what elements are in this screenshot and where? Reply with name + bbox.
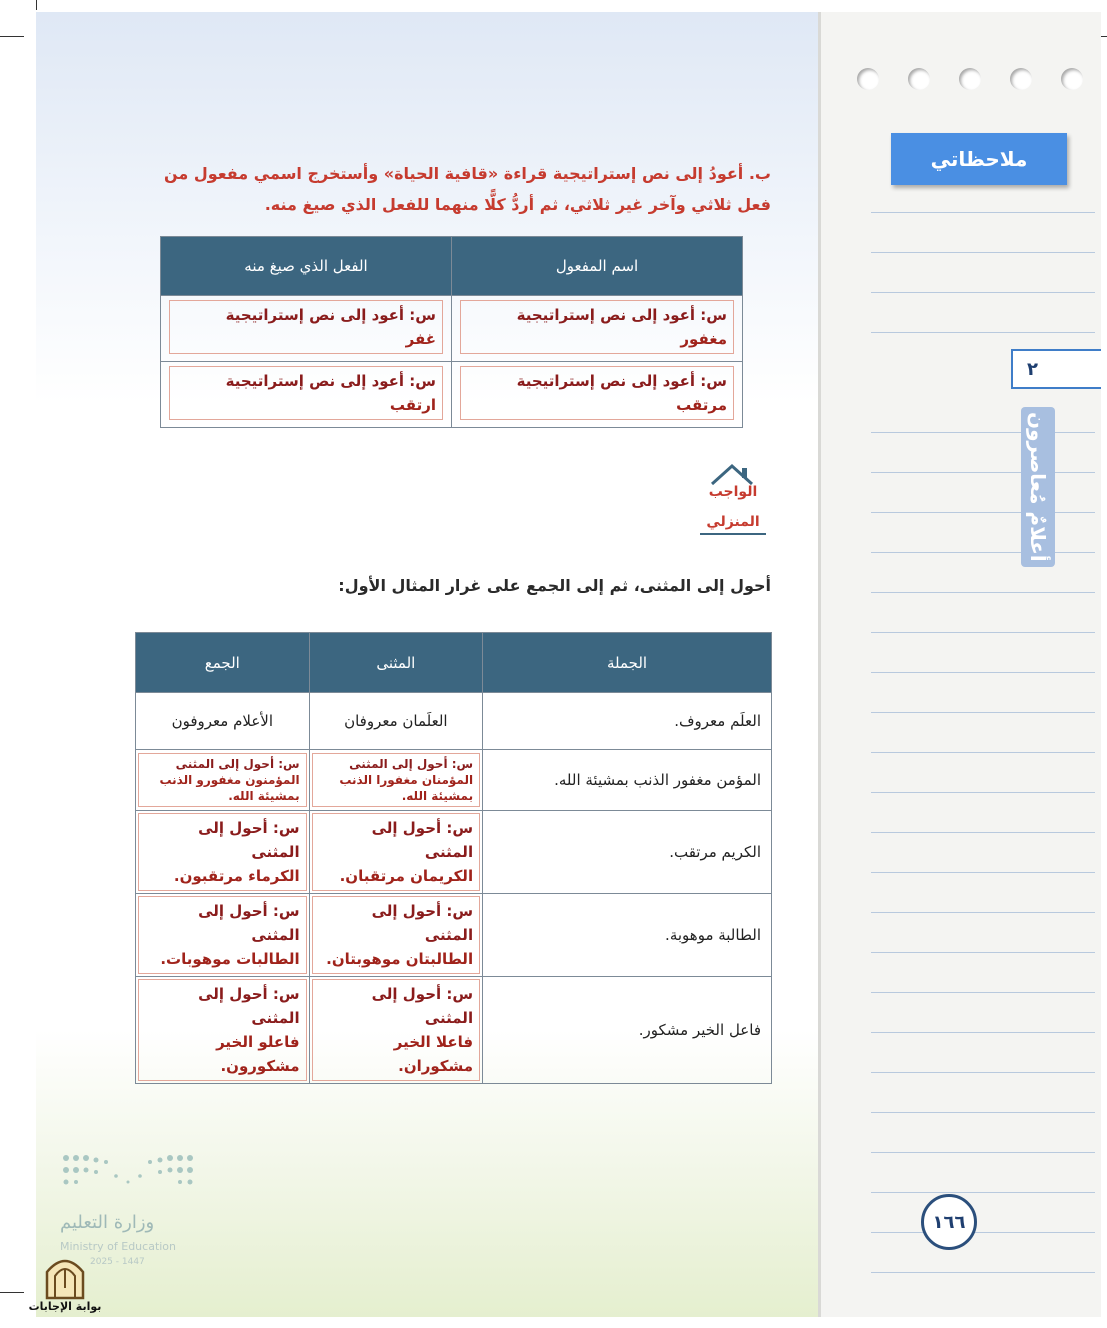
- house-icon: [710, 462, 754, 486]
- ruled-line: [871, 952, 1095, 953]
- answer-text: الطالبتان موهوبتان.: [326, 950, 474, 968]
- notes-sidebar: [818, 12, 1101, 1317]
- binder-hole: [1010, 68, 1032, 90]
- ruled-line: [871, 1192, 1095, 1193]
- table-row: [136, 693, 772, 750]
- table-header: الجملة: [483, 633, 772, 693]
- notes-label: ملاحظاتي: [891, 133, 1067, 185]
- unit-number-tab: ٢: [1011, 349, 1101, 389]
- ministry-name-en: Ministry of Education: [60, 1240, 177, 1253]
- answer-text: المؤمنان مغفورا الذنب بمشيئة الله.: [339, 773, 474, 803]
- homework-label: الواجب: [708, 484, 758, 500]
- answer-question: س: أحول إلى المثنى: [198, 819, 300, 861]
- answer-question: س: أحول إلى المثنى: [349, 757, 474, 771]
- binder-hole: [959, 68, 981, 90]
- table-row: [136, 811, 772, 894]
- ruled-line: [871, 332, 1095, 333]
- exercise-c-instruction: أحول إلى المثنى، ثم إلى الجمع على غرار المثال الأول:: [338, 576, 771, 595]
- ruled-line: [871, 472, 1095, 473]
- homework-badge: [700, 462, 766, 542]
- table-cell: [161, 362, 452, 428]
- edition-year: 2025 - 1447: [90, 1257, 145, 1267]
- table-header: اسم المفعول: [452, 237, 743, 296]
- exercise-b-table: [160, 236, 743, 428]
- table-cell: الطالبة موهوبة.: [483, 894, 772, 977]
- exercise-c-table: [135, 632, 772, 1084]
- table-cell: [309, 977, 483, 1084]
- table-header: الفعل الذي صيغ منه: [161, 237, 452, 296]
- exercise-b-instruction: ب. أعودُ إلى نص إستراتيجية قراءة «قافية الحياة» وأستخرج اسمي مفعول من فعل ثلاثي وآخر غير ثلاثي، ثم أردُّ كلًّا منهما للفعل الذي صيغ منه.: [163, 164, 771, 214]
- ruled-line: [871, 1032, 1095, 1033]
- answer-box[interactable]: [138, 753, 307, 807]
- ministry-dots-icon: [60, 1150, 196, 1194]
- ruled-line: [871, 1232, 1095, 1233]
- answer-text: الطالبات موهوبات.: [160, 950, 300, 968]
- ruled-line: [871, 712, 1095, 713]
- table-row: [136, 894, 772, 977]
- table-header: المثنى: [309, 633, 483, 693]
- answer-box[interactable]: [460, 300, 734, 354]
- ruled-line: [871, 832, 1095, 833]
- table-cell: فاعل الخير مشكور.: [483, 977, 772, 1084]
- answer-question: س: أحول إلى المثنى: [198, 985, 300, 1027]
- answer-box[interactable]: [312, 753, 481, 807]
- table-header: الجمع: [136, 633, 310, 693]
- ruled-line: [871, 672, 1095, 673]
- ruled-line: [871, 992, 1095, 993]
- answer-text: ارتقب: [389, 396, 436, 414]
- table-cell: [161, 296, 452, 362]
- ruled-line: [871, 1112, 1095, 1113]
- answer-box[interactable]: [312, 896, 481, 974]
- answer-question: س: أعود إلى نص إستراتيجية: [225, 306, 436, 324]
- answer-box[interactable]: [312, 979, 481, 1081]
- answer-text: فاعلو الخير مشكورون.: [216, 1033, 300, 1075]
- answer-box[interactable]: [138, 979, 307, 1081]
- answer-text: غفر: [405, 330, 436, 348]
- answer-text: فاعلا الخير مشكوران.: [393, 1033, 474, 1075]
- answer-question: س: أحول إلى المثنى: [371, 819, 474, 861]
- answer-question: س: أعود إلى نص إستراتيجية: [516, 372, 727, 390]
- portal-gate-icon: [43, 1254, 87, 1300]
- answer-question: س: أعود إلى نص إستراتيجية: [516, 306, 727, 324]
- ministry-logo: [60, 1150, 210, 1267]
- table-cell: الكريم مرتقب.: [483, 811, 772, 894]
- table-row: [161, 362, 743, 428]
- unit-title: أعلامٌ مُعاصرون: [1021, 407, 1055, 567]
- homework-label: المنزلي: [700, 514, 766, 535]
- ruled-line: [871, 752, 1095, 753]
- answer-question: س: أحول إلى المثنى: [198, 902, 300, 944]
- answer-box[interactable]: [169, 300, 443, 354]
- ruled-line: [871, 252, 1095, 253]
- ministry-name-ar: وزارة التعليم: [60, 1212, 155, 1233]
- ruled-line: [871, 212, 1095, 213]
- table-row: [136, 750, 772, 811]
- table-cell: المؤمن مغفور الذنب بمشيئة الله.: [483, 750, 772, 811]
- ruled-line: [871, 512, 1095, 513]
- table-cell: [452, 296, 743, 362]
- table-row: [136, 977, 772, 1084]
- ruled-line: [871, 592, 1095, 593]
- ruled-line: [871, 1152, 1095, 1153]
- answer-text: الكرماء مرتقبون.: [173, 867, 300, 885]
- answer-box[interactable]: [169, 366, 443, 420]
- answer-text: الكريمان مرتقبان.: [339, 867, 474, 885]
- table-cell: [309, 811, 483, 894]
- answer-question: س: أحول إلى المثنى: [371, 902, 474, 944]
- page-number: ١٦٦: [921, 1194, 977, 1250]
- binder-hole: [1061, 68, 1083, 90]
- table-cell: [136, 750, 310, 811]
- ruled-line: [871, 432, 1095, 433]
- answer-box[interactable]: [460, 366, 734, 420]
- table-cell: [136, 811, 310, 894]
- ruled-line: [871, 552, 1095, 553]
- binder-hole: [908, 68, 930, 90]
- ruled-line: [871, 872, 1095, 873]
- binder-hole: [857, 68, 879, 90]
- answer-box[interactable]: [138, 813, 307, 891]
- table-cell: العلَمان معروفان: [309, 693, 483, 750]
- table-cell: العلَم معروف.: [483, 693, 772, 750]
- table-row: [161, 296, 743, 362]
- table-cell: [309, 750, 483, 811]
- answer-box[interactable]: [312, 813, 481, 891]
- ruled-line: [871, 1272, 1095, 1273]
- table-cell: الأعلام معروفون: [136, 693, 310, 750]
- table-header-row: [161, 237, 743, 296]
- answer-text: مرتقب: [676, 396, 727, 414]
- portal-label: بوابة الإجابات: [28, 1300, 102, 1313]
- ruled-line: [871, 912, 1095, 913]
- table-cell: [136, 894, 310, 977]
- answer-question: س: أعود إلى نص إستراتيجية: [225, 372, 436, 390]
- answer-question: س: أحول إلى المثنى: [175, 757, 300, 771]
- table-header-row: [136, 633, 772, 693]
- table-cell: [309, 894, 483, 977]
- answer-text: المؤمنون مغفورو الذنب بمشيئة الله.: [159, 773, 300, 803]
- ruled-line: [871, 292, 1095, 293]
- answer-box[interactable]: [138, 896, 307, 974]
- table-cell: [452, 362, 743, 428]
- ruled-line: [871, 792, 1095, 793]
- answers-portal-logo: [28, 1254, 102, 1320]
- answer-text: مغفور: [680, 330, 727, 348]
- ruled-line: [871, 1072, 1095, 1073]
- table-cell: [136, 977, 310, 1084]
- answer-question: س: أحول إلى المثنى: [371, 985, 474, 1027]
- ruled-line: [871, 632, 1095, 633]
